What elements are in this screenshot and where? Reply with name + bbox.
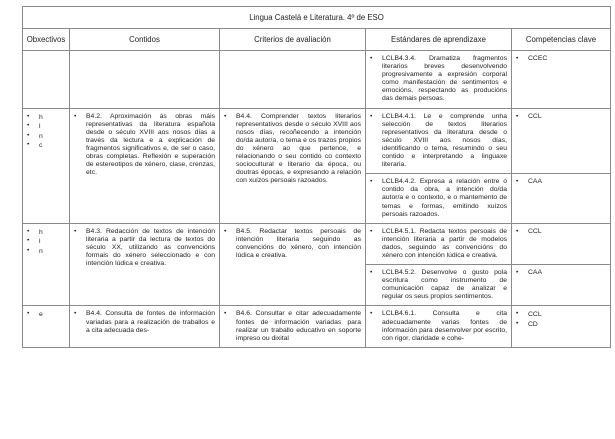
bullet-icon: • bbox=[27, 246, 30, 254]
standard-text: LCLB4.4.1. Le e comprende unha selección de textos literarios representativos da literatura desde o século XVIII aos nosos días, identificando o tema, resumindo o seu contido e interpretando a linguaxe literaria. bbox=[382, 112, 507, 169]
objective-item bbox=[27, 132, 65, 142]
table-row bbox=[23, 306, 611, 347]
standard-item bbox=[366, 109, 511, 174]
competence-item bbox=[516, 310, 606, 320]
objectives-cell bbox=[23, 108, 70, 223]
standards-cell bbox=[366, 265, 512, 306]
objective-text: n bbox=[39, 247, 43, 255]
bullet-icon: • bbox=[74, 112, 77, 120]
bullet-icon: • bbox=[370, 310, 373, 318]
objectives-cell bbox=[23, 223, 70, 306]
content-text: B4.4. Consulta de fontes de información variadas para a realización de traballos e a cita adecuada des- bbox=[86, 310, 215, 334]
bullet-icon: • bbox=[27, 112, 30, 120]
contents-cell bbox=[70, 51, 220, 109]
standard-text: LCLB4.5.2. Desenvolve o gusto pola escritura como instrumento de comunicación capaz de analizar e regular os seus propios sentimentos. bbox=[382, 269, 507, 301]
bullet-icon: • bbox=[224, 227, 227, 235]
bullet-icon: • bbox=[27, 310, 30, 318]
standard-item bbox=[366, 265, 511, 305]
criteria-cell bbox=[220, 306, 366, 347]
table-row bbox=[23, 223, 611, 264]
competence-item bbox=[516, 320, 606, 330]
criterion-item bbox=[220, 109, 365, 190]
standard-text: LCLB4.6.1. Consulta e cita adecuadamente varias fontes de información para desenvolver por escrito, con rigor, claridade e cohe- bbox=[382, 310, 507, 342]
objective-item bbox=[27, 122, 65, 132]
criterion-text: B4.5. Redactar textos persoais de intención literaria seguindo as convencións do xénero, con intención lúdica e creativa. bbox=[236, 227, 361, 259]
competences-cell bbox=[512, 306, 611, 347]
content-item bbox=[70, 109, 219, 182]
bullet-icon: • bbox=[27, 237, 30, 245]
content-text: B4.3. Redacción de textos de intención literaria a partir da lectura de textos do século XX, utilizando as convencións formais do xénero seleccionado e con intención lúdica e creativa. bbox=[86, 227, 215, 268]
competence-item bbox=[512, 265, 610, 281]
table-title-row bbox=[23, 7, 611, 29]
table-row bbox=[23, 108, 611, 174]
objective-text: c bbox=[39, 142, 43, 150]
header-competences: Competencias clave bbox=[512, 29, 611, 51]
bullet-icon: • bbox=[27, 131, 30, 139]
criterion-item bbox=[220, 306, 365, 346]
contents-cell bbox=[70, 108, 220, 223]
competences-cell bbox=[512, 265, 611, 306]
bullet-icon: • bbox=[27, 122, 30, 130]
standard-item bbox=[366, 174, 511, 222]
standards-cell bbox=[366, 108, 512, 174]
competence-text: CCEC bbox=[528, 55, 548, 62]
objective-text: e bbox=[39, 311, 43, 319]
objective-item bbox=[27, 237, 65, 247]
table-row bbox=[23, 51, 611, 109]
objective-text: n bbox=[39, 132, 43, 140]
curriculum-table bbox=[22, 6, 611, 348]
competence-item bbox=[512, 109, 610, 125]
competence-text: CCL bbox=[528, 227, 542, 235]
header-objectives: Obxectivos bbox=[23, 29, 70, 51]
bullet-icon: • bbox=[370, 178, 373, 186]
bullet-icon: • bbox=[516, 310, 519, 318]
standard-text: LCLB4.4.2. Expresa a relación entre o contido da obra, a intención do/da autor/a e o contexto, e o mantemento de temas e formas, emitindo xuízos persoais razoados. bbox=[382, 178, 507, 218]
standards-cell bbox=[366, 306, 512, 347]
bullet-icon: • bbox=[74, 227, 77, 235]
contents-cell bbox=[70, 223, 220, 306]
table-title: Lingua Castelá e Literatura. 4º de ESO bbox=[23, 7, 611, 29]
objectives-cell bbox=[23, 51, 70, 109]
standards-cell bbox=[366, 223, 512, 264]
objective-item bbox=[27, 310, 65, 320]
bullet-icon: • bbox=[370, 55, 373, 62]
header-contents: Contidos bbox=[70, 29, 220, 51]
standard-text: LCLB4.3.4. Dramatiza fragmentos literarios breves desenvolvendo progresivamente a expresión corporal como manifestación de sentimentos e emocións, respectando as producións das demais persoas. bbox=[382, 55, 507, 103]
bullet-icon: • bbox=[516, 178, 519, 186]
criteria-cell bbox=[220, 223, 366, 306]
bullet-icon: • bbox=[516, 112, 519, 120]
objective-item bbox=[27, 228, 65, 238]
header-criteria: Criterios de avaliación bbox=[220, 29, 366, 51]
competences-cell bbox=[512, 174, 611, 223]
competence-text: CD bbox=[528, 320, 538, 328]
standard-item bbox=[366, 224, 511, 264]
competences-cell bbox=[512, 108, 611, 174]
objective-item bbox=[27, 247, 65, 257]
criterion-text: B4.4. Comprender textos literarios representativos desde o século XVIII aos nosos días, recoñecendo a intención do/da autor/a, o tema e os trazos propios do xénero ao que pertence, e relacionando o seu contido co contexto sociocultural e literario da época, ou doutras épocas, e expresando a relación con xuízos persoais razoados. bbox=[236, 112, 361, 185]
criteria-cell bbox=[220, 51, 366, 109]
bullet-icon: • bbox=[516, 319, 519, 327]
bullet-icon: • bbox=[224, 310, 227, 318]
objectives-cell bbox=[23, 306, 70, 347]
competence-item bbox=[512, 51, 610, 67]
objectives-list bbox=[23, 224, 69, 261]
objective-item bbox=[27, 113, 65, 123]
criteria-cell bbox=[220, 108, 366, 223]
bullet-icon: • bbox=[27, 141, 30, 149]
content-item bbox=[70, 306, 219, 338]
competence-text: CCL bbox=[528, 311, 542, 319]
bullet-icon: • bbox=[74, 310, 77, 318]
objective-text: h bbox=[39, 113, 43, 121]
bullet-icon: • bbox=[370, 112, 373, 120]
objective-text: l bbox=[39, 238, 41, 246]
competences-cell bbox=[512, 223, 611, 264]
criterion-text: B4.6. Consultar e citar adecuadamente fontes de información variadas para realizar un traballo educativo en soporte impreso ou dixital bbox=[236, 310, 361, 342]
bullet-icon: • bbox=[370, 227, 373, 235]
objectives-list bbox=[23, 109, 69, 155]
competences-cell bbox=[512, 51, 611, 109]
competence-text: CAA bbox=[528, 269, 542, 277]
competence-item bbox=[512, 174, 610, 190]
criterion-item bbox=[220, 224, 365, 264]
column-header-row bbox=[23, 29, 611, 51]
content-text: B4.2. Aproximación ás obras máis representativas da literatura española desde o século XVIII aos nosos días a través da lectura e a explicación de fragmentos significativos e, de ser o caso, obras completas. Reflexión e superación de estereotipos de xénero, clase, crenzas, etc. bbox=[86, 112, 215, 177]
curriculum-table-page bbox=[22, 6, 610, 348]
header-standards: Estándares de aprendizaxe bbox=[366, 29, 512, 51]
competence-text: CCL bbox=[528, 112, 542, 120]
objective-text: h bbox=[39, 228, 43, 236]
bullet-icon: • bbox=[370, 269, 373, 277]
standard-text: LCLB4.5.1. Redacta textos persoais de intención literaria a partir de modelos dados, seguindo as convencións do xénero con intención lúdica e creativa. bbox=[382, 227, 507, 259]
content-item bbox=[70, 224, 219, 272]
bullet-icon: • bbox=[516, 227, 519, 235]
contents-cell bbox=[70, 306, 220, 347]
objectives-list bbox=[23, 306, 69, 324]
bullet-icon: • bbox=[224, 112, 227, 120]
standard-item bbox=[366, 306, 511, 346]
competences-list bbox=[512, 306, 610, 333]
objective-text: l bbox=[39, 123, 41, 131]
standards-cell bbox=[366, 174, 512, 223]
bullet-icon: • bbox=[516, 269, 519, 277]
objective-item bbox=[27, 141, 65, 151]
bullet-icon: • bbox=[516, 55, 519, 62]
bullet-icon: • bbox=[27, 227, 30, 235]
competence-item bbox=[512, 224, 610, 240]
standard-item bbox=[366, 51, 511, 108]
standards-cell bbox=[366, 51, 512, 109]
competence-text: CAA bbox=[528, 178, 542, 186]
